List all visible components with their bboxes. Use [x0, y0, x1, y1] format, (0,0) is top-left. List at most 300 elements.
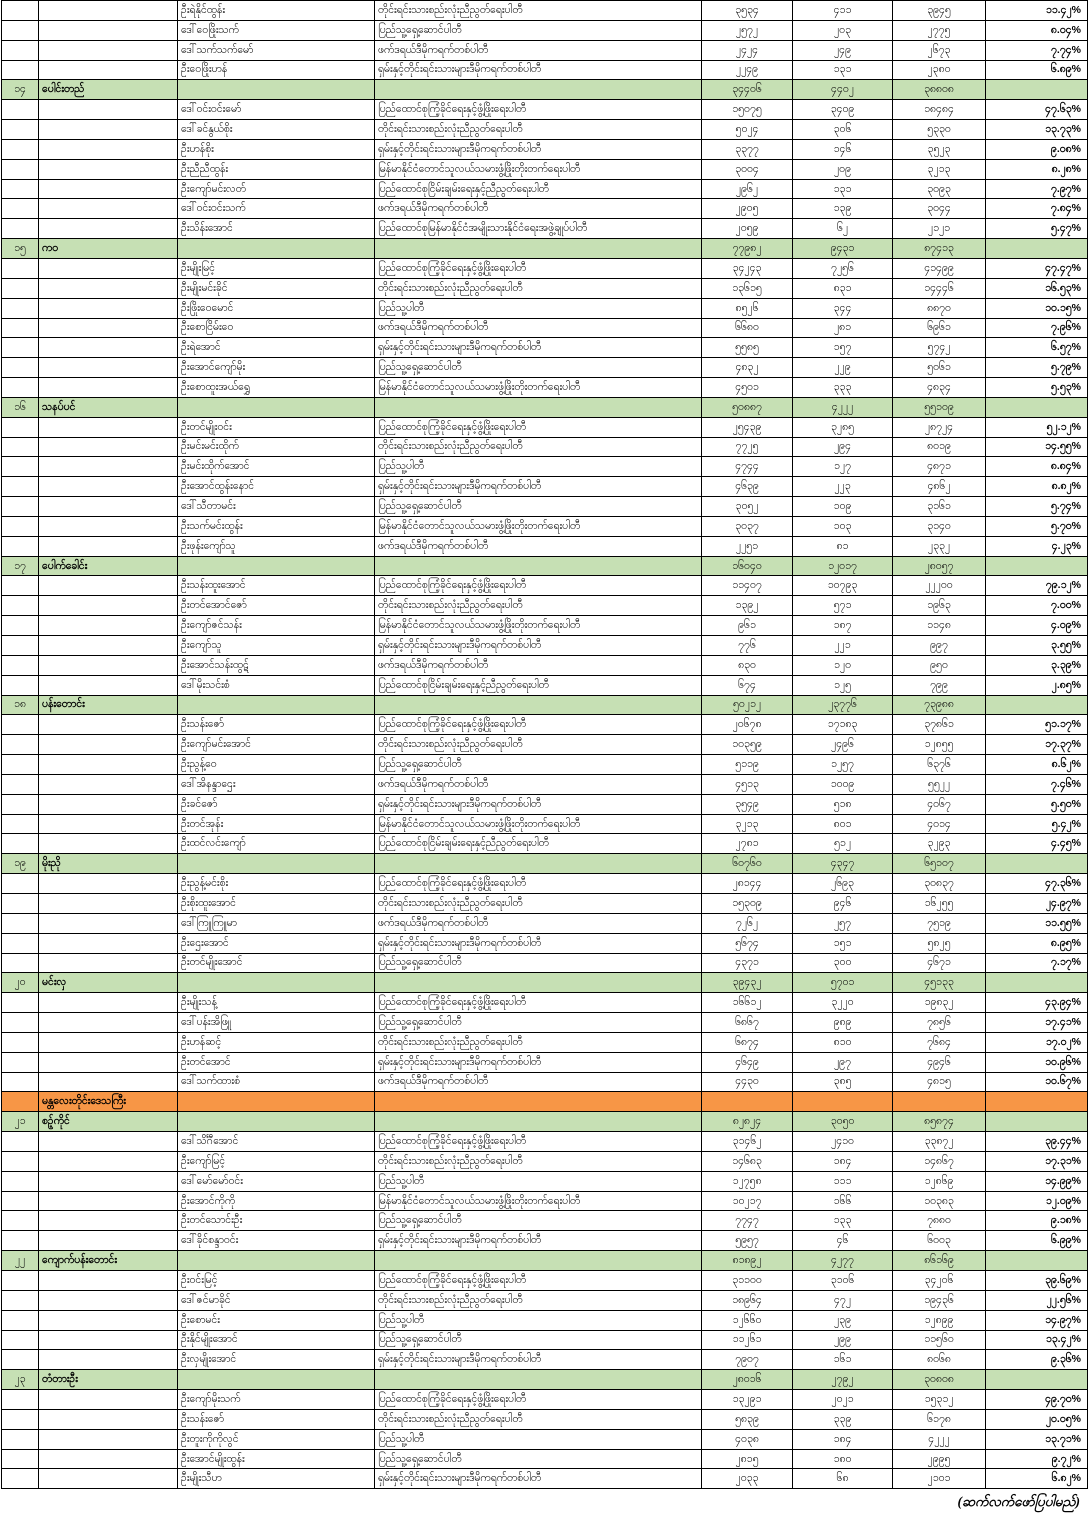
party-name-cell: မြန်မာနိုင်ငံတောင်သူလယ်သမားဖွံ့ဖြိုးတိုးတက်ရေးပါတီ [375, 378, 702, 398]
township-name-cell [39, 358, 178, 378]
votes-col1-cell: ၃၀၃၇ [702, 516, 793, 536]
party-name-cell: ပြည်သူ့ပါတီ [375, 298, 702, 318]
vote-percentage-cell [986, 80, 1088, 100]
party-name-cell: ပြည်သူ့ပါတီ [375, 1171, 702, 1191]
row-number-cell [2, 755, 39, 775]
votes-total-cell: ၆၅၁၀၇ [893, 854, 986, 874]
candidate-row [2, 1052, 1088, 1072]
candidate-name-cell: ဦးညွန့်ဝေ [178, 755, 375, 775]
candidate-name-cell: ဒေါ်သိင်္ဂီအောင် [178, 1132, 375, 1152]
votes-col2-cell: ၁၆၁ [793, 1350, 893, 1370]
candidate-row [2, 219, 1088, 239]
votes-col2-cell: ၁၂၀ [793, 655, 893, 675]
vote-percentage-cell: ၁၁.၅၅% [986, 913, 1088, 933]
row-number-cell [2, 219, 39, 239]
township-name-cell [39, 437, 178, 457]
township-name-cell [39, 417, 178, 437]
vote-percentage-cell: ၅.၅၀% [986, 794, 1088, 814]
township-name-cell [39, 100, 178, 120]
candidate-name-cell: ဒေါ်ဝေဖြိုးသက် [178, 20, 375, 40]
votes-total-cell: ၃၁၄၀ [893, 516, 986, 536]
vote-percentage-cell: ၁၃.၇၁% [986, 1429, 1088, 1449]
township-name-cell [39, 457, 178, 477]
row-number-cell [2, 457, 39, 477]
votes-total-cell: ၃၈၈၀၈ [893, 80, 986, 100]
votes-col1-cell: ၅၁၁၉ [702, 755, 793, 775]
township-name-cell [39, 1449, 178, 1469]
township-number-cell: ၁၇ [2, 556, 39, 576]
votes-total-cell: ၄၈၆၂ [893, 477, 986, 497]
candidate-name-cell: ဒေါ်ဝင်းဝင်းမော် [178, 100, 375, 120]
candidate-name-cell: ဦးတင်အုန်း [178, 814, 375, 834]
township-name-cell [39, 338, 178, 358]
votes-col1-cell: ၄၅၁၃ [702, 774, 793, 794]
votes-col2-cell: ၂၉၇ [793, 1052, 893, 1072]
candidate-name-cell [178, 973, 375, 993]
votes-col2-cell: ၁၂၇ [793, 457, 893, 477]
row-number-cell [2, 596, 39, 616]
party-name-cell: ပြည်ထောင်စုငြိမ်းချမ်းရေးနှင့်ညီညွတ်ရေးပါတီ [375, 834, 702, 854]
vote-percentage-cell: ၄၉.၇၀% [986, 1390, 1088, 1410]
candidate-name-cell: ဦးတူးကိုကိုလွင် [178, 1429, 375, 1449]
votes-col1-cell: ၅၈၃၉ [702, 1409, 793, 1429]
candidate-name-cell [178, 239, 375, 259]
vote-percentage-cell: ၁၇.၃၁% [986, 1151, 1088, 1171]
votes-col1-cell: ၄၈၃၂ [702, 358, 793, 378]
votes-col2-cell: ၃၀၆ [793, 120, 893, 140]
party-name-cell: ပြည်ထောင်စုကြံ့ခိုင်ရေးနှင့်ဖွံ့ဖြိုးရေးပါတီ [375, 100, 702, 120]
row-number-cell [2, 358, 39, 378]
township-name-cell [39, 1211, 178, 1231]
party-name-cell: တိုင်းရင်းသားစည်းလုံးညီညွတ်ရေးပါတီ [375, 1409, 702, 1429]
votes-col1-cell: ၃၀၅၂ [702, 497, 793, 517]
candidate-row [2, 636, 1088, 656]
township-name-cell [39, 139, 178, 159]
township-name-cell [39, 1271, 178, 1291]
party-name-cell: ပြည်ထောင်စုကြံ့ခိုင်ရေးနှင့်ဖွံ့ဖြိုးရေးပါတီ [375, 258, 702, 278]
row-number-cell [2, 913, 39, 933]
votes-total-cell: ၉၅၀ [893, 655, 986, 675]
votes-total-cell: ၆၁၇၈ [893, 1409, 986, 1429]
candidate-name-cell: ဦးဟန်ဆင့် [178, 1032, 375, 1052]
votes-col1-cell: ၅၆၇၄ [702, 933, 793, 953]
candidate-name-cell: ဦးသန်းဇော် [178, 1409, 375, 1429]
township-name-cell [39, 576, 178, 596]
township-name-cell: ပေါက်ခေါင်း [39, 556, 178, 576]
candidate-row [2, 1191, 1088, 1211]
votes-total-cell: ၄၈၁၅ [893, 1072, 986, 1092]
party-name-cell: ပြည်ထောင်စုကြံ့ခိုင်ရေးနှင့်ဖွံ့ဖြိုးရေးပါတီ [375, 993, 702, 1013]
township-name-cell: စဉ့်ကိုင် [39, 1112, 178, 1132]
votes-col1-cell: ၃၃၇၇ [702, 139, 793, 159]
votes-col2-cell: ၁၈၄ [793, 1429, 893, 1449]
votes-col1-cell: ၆၈၆၇ [702, 1013, 793, 1033]
township-total-row [2, 695, 1088, 715]
party-name-cell: ရှမ်းနှင့်တိုင်းရင်းသားများဒီမိုကရက်တစ်ပါတီ [375, 1350, 702, 1370]
votes-col1-cell: ၂၂၅၁ [702, 536, 793, 556]
candidate-name-cell: ဦးစောမင်း [178, 1310, 375, 1330]
candidate-name-cell: ဦးဖုန်းကျော်သူ [178, 536, 375, 556]
candidate-row [2, 596, 1088, 616]
row-number-cell [2, 1191, 39, 1211]
candidate-name-cell: ဦးမင်းထိုက်အောင် [178, 457, 375, 477]
row-number-cell [2, 497, 39, 517]
candidate-row [2, 358, 1088, 378]
votes-col1-cell: ၇၇၆ [702, 636, 793, 656]
votes-col2-cell: ၁၀၇၉၃ [793, 576, 893, 596]
row-number-cell [2, 1151, 39, 1171]
votes-total-cell: ၅၀၆၁ [893, 358, 986, 378]
votes-col2-cell: ၂၄၁၀ [793, 1132, 893, 1152]
candidate-name-cell: ဦးဖြိုးဝေမောင် [178, 298, 375, 318]
candidate-row [2, 477, 1088, 497]
vote-percentage-cell: ၃၉.၄၄% [986, 1132, 1088, 1152]
votes-col1-cell: ၃၄၂၄၃ [702, 258, 793, 278]
candidate-name-cell: ဒေါ်မော်မော်ဝင်း [178, 1171, 375, 1191]
party-name-cell: ရှမ်းနှင့်တိုင်းရင်းသားများဒီမိုကရက်တစ်ပါတီ [375, 477, 702, 497]
party-name-cell: ပြည်သူ့ပါတီ [375, 457, 702, 477]
township-name-cell [39, 874, 178, 894]
votes-col1-cell: ၄၃၇၁ [702, 953, 793, 973]
votes-col2-cell: ၁၃၁ [793, 60, 893, 80]
township-name-cell [39, 715, 178, 735]
candidate-name-cell [178, 1370, 375, 1390]
votes-col2-cell: ၅၁၂ [793, 834, 893, 854]
votes-total-cell: ၇၅၁၉ [893, 913, 986, 933]
candidate-row [2, 893, 1088, 913]
votes-total-cell: ၂၈၀၅၇ [893, 556, 986, 576]
votes-total-cell: ၈၈၇၀ [893, 298, 986, 318]
candidate-row [2, 1409, 1088, 1429]
votes-col2-cell: ၁၂၀၁၇ [793, 556, 893, 576]
party-name-cell: ပြည်ထောင်စုကြံ့ခိုင်ရေးနှင့်ဖွံ့ဖြိုးရေးပါတီ [375, 1390, 702, 1410]
vote-percentage-cell: ၄၇.၄၇% [986, 258, 1088, 278]
party-name-cell [375, 80, 702, 100]
candidate-row [2, 1132, 1088, 1152]
township-name-cell: ကျောက်ပန်းတောင်း [39, 1251, 178, 1271]
candidate-name-cell: ဒေါ်ဇင်မာခိုင် [178, 1290, 375, 1310]
candidate-name-cell: ဦးတင်မျိုးအောင် [178, 953, 375, 973]
votes-col1-cell: ၈၁၈၉၂ [702, 1251, 793, 1271]
votes-col1-cell: ၂၉၆၂ [702, 179, 793, 199]
vote-percentage-cell: ၁၀.၉၆% [986, 1052, 1088, 1072]
row-number-cell [2, 1409, 39, 1429]
row-number-cell [2, 1231, 39, 1251]
candidate-row [2, 1171, 1088, 1191]
votes-total-cell: ၁၅၃၁၂ [893, 1390, 986, 1410]
votes-col1-cell: ၆၈၇၄ [702, 1032, 793, 1052]
party-name-cell [375, 556, 702, 576]
votes-col1-cell: ၁၃၆၁၅ [702, 278, 793, 298]
votes-col2-cell: ၈၃၁ [793, 278, 893, 298]
candidate-name-cell: ဦးစောငြိမ်းဝေ [178, 318, 375, 338]
township-name-cell [39, 318, 178, 338]
candidate-row [2, 1072, 1088, 1092]
row-number-cell [2, 576, 39, 596]
votes-total-cell: ၃၀၈၃၇ [893, 874, 986, 894]
party-name-cell: ဖက်ဒရယ်ဒီမိုကရက်တစ်ပါတီ [375, 318, 702, 338]
votes-col1-cell: ၃၂၁၃ [702, 814, 793, 834]
candidate-name-cell [178, 397, 375, 417]
row-number-cell [2, 437, 39, 457]
party-name-cell: ပြည်သူ့ရှေ့ဆောင်ပါတီ [375, 358, 702, 378]
candidate-row [2, 457, 1088, 477]
township-name-cell: မိုးညို [39, 854, 178, 874]
party-name-cell: ရှမ်းနှင့်တိုင်းရင်းသားများဒီမိုကရက်တစ်ပါတီ [375, 636, 702, 656]
candidate-row [2, 120, 1088, 140]
votes-col2-cell: ၂၄၉ [793, 40, 893, 60]
candidate-row [2, 1429, 1088, 1449]
votes-total-cell: ၃၀၄၄ [893, 199, 986, 219]
candidate-name-cell: ဦးဝေဖြိုးဟန် [178, 60, 375, 80]
vote-percentage-cell: ၉.၀၈% [986, 139, 1088, 159]
party-name-cell: ပြည်သူ့ရှေ့ဆောင်ပါတီ [375, 755, 702, 775]
vote-percentage-cell [986, 1092, 1088, 1112]
votes-col1-cell: ၁၅၀၇၅ [702, 100, 793, 120]
candidate-row [2, 913, 1088, 933]
vote-percentage-cell: ၈.၆၂% [986, 755, 1088, 775]
township-total-row [2, 1112, 1088, 1132]
votes-total-cell: ၈၆၁၆၉ [893, 1251, 986, 1271]
candidate-name-cell: ဦးထင်လင်းကျော် [178, 834, 375, 854]
votes-total-cell [893, 1092, 986, 1112]
vote-percentage-cell: ၅၁.၁၇% [986, 715, 1088, 735]
vote-percentage-cell: ၄.၂၃% [986, 536, 1088, 556]
township-name-cell [39, 1052, 178, 1072]
township-name-cell [39, 258, 178, 278]
township-name-cell [39, 179, 178, 199]
votes-col1-cell: ၂၄၂၄ [702, 40, 793, 60]
votes-col2-cell: ၁၁၁ [793, 1171, 893, 1191]
candidate-name-cell: ဦးမျိုးသီဟ [178, 1469, 375, 1489]
township-number-cell: ၁၉ [2, 854, 39, 874]
party-name-cell: ဖက်ဒရယ်ဒီမိုကရက်တစ်ပါတီ [375, 655, 702, 675]
row-number-cell [2, 735, 39, 755]
vote-percentage-cell: ၇.၁၇% [986, 953, 1088, 973]
candidate-row [2, 20, 1088, 40]
votes-col1-cell: ၃၁၁၀၀ [702, 1271, 793, 1291]
candidate-row [2, 735, 1088, 755]
votes-col2-cell: ၉၄၆ [793, 893, 893, 913]
votes-col2-cell: ၁၈၇ [793, 616, 893, 636]
votes-col2-cell: ၄၂၂၂ [793, 397, 893, 417]
candidate-name-cell: ဦးနိုင်မျိုးအောင် [178, 1330, 375, 1350]
vote-percentage-cell: ၁၂.၀၉% [986, 1191, 1088, 1211]
township-number-cell: ၁၈ [2, 695, 39, 715]
township-name-cell [39, 1151, 178, 1171]
township-name-cell [39, 1330, 178, 1350]
results-table-body [2, 1, 1088, 1489]
row-number-cell [2, 814, 39, 834]
candidate-row [2, 993, 1088, 1013]
township-name-cell [39, 794, 178, 814]
votes-col2-cell: ၂၈၁ [793, 318, 893, 338]
votes-total-cell: ၅၅၁၀၉ [893, 397, 986, 417]
candidate-name-cell: ဒေါ်အိနန္ဒာဌေး [178, 774, 375, 794]
votes-col1-cell: ၂၇၈၁ [702, 834, 793, 854]
party-name-cell: ပြည်ထောင်စုကြံ့ခိုင်ရေးနှင့်ဖွံ့ဖြိုးရေးပါတီ [375, 1271, 702, 1291]
party-name-cell: တိုင်းရင်းသားစည်းလုံးညီညွတ်ရေးပါတီ [375, 596, 702, 616]
votes-total-cell: ၄၂၂၂ [893, 1429, 986, 1449]
candidate-name-cell: ဦးတင်မျိုးဝင်း [178, 417, 375, 437]
party-name-cell: ဖက်ဒရယ်ဒီမိုကရက်တစ်ပါတီ [375, 1072, 702, 1092]
votes-total-cell: ၂၆၇၃ [893, 40, 986, 60]
votes-col2-cell: ၃၀၀ [793, 953, 893, 973]
vote-percentage-cell: ၆.၉၉% [986, 1231, 1088, 1251]
township-name-cell: မင်းလှ [39, 973, 178, 993]
votes-col1-cell: ၆၇၄ [702, 675, 793, 695]
row-number-cell [2, 1013, 39, 1033]
party-name-cell [375, 1370, 702, 1390]
candidate-row [2, 417, 1088, 437]
votes-total-cell: ၇၈၅၆ [893, 1013, 986, 1033]
township-name-cell [39, 497, 178, 517]
votes-col2-cell: ၂၂၁ [793, 636, 893, 656]
vote-percentage-cell: ၁၄.၉၉% [986, 1171, 1088, 1191]
party-name-cell [375, 695, 702, 715]
vote-percentage-cell [986, 397, 1088, 417]
votes-total-cell: ၇၃၉၈၈ [893, 695, 986, 715]
township-name-cell [39, 655, 178, 675]
votes-col1-cell: ၆၆၈၀ [702, 318, 793, 338]
candidate-row [2, 100, 1088, 120]
row-number-cell [2, 893, 39, 913]
votes-col2-cell: ၇၂၅၆ [793, 258, 893, 278]
votes-col2-cell: ၁၀၀၉ [793, 774, 893, 794]
candidate-row [2, 298, 1088, 318]
candidate-name-cell: ဦးဌေးအောင် [178, 933, 375, 953]
election-results-table [1, 0, 1088, 1489]
party-name-cell: ရှမ်းနှင့်တိုင်းရင်းသားများဒီမိုကရက်တစ်ပါတီ [375, 794, 702, 814]
township-name-cell: ပန်းတောင်း [39, 695, 178, 715]
candidate-name-cell: ဦးတင်သောင်းဦး [178, 1211, 375, 1231]
votes-col2-cell: ၂၃၉ [793, 1310, 893, 1330]
votes-total-cell: ၅၇၄၂ [893, 338, 986, 358]
party-name-cell [375, 854, 702, 874]
vote-percentage-cell: ၇.၉၇% [986, 179, 1088, 199]
row-number-cell [2, 715, 39, 735]
row-number-cell [2, 159, 39, 179]
candidate-name-cell: ဦးမျိုးမြင့် [178, 258, 375, 278]
vote-percentage-cell: ၃၉.၆၉% [986, 1271, 1088, 1291]
candidate-row [2, 1211, 1088, 1231]
township-name-cell [39, 596, 178, 616]
vote-percentage-cell: ၃.၃၉% [986, 655, 1088, 675]
votes-total-cell: ၃၄၂၀၆ [893, 1271, 986, 1291]
township-name-cell [39, 953, 178, 973]
votes-col1-cell: ၈၅၂၆ [702, 298, 793, 318]
candidate-row [2, 278, 1088, 298]
vote-percentage-cell: ၅.၇၄% [986, 497, 1088, 517]
votes-total-cell: ၂၂၂၀၀ [893, 576, 986, 596]
party-name-cell: ပြည်သူ့ရှေ့ဆောင်ပါတီ [375, 1330, 702, 1350]
party-name-cell [375, 1251, 702, 1271]
votes-total-cell: ၂၃၃၂ [893, 536, 986, 556]
candidate-name-cell [178, 1092, 375, 1112]
votes-total-cell: ၃၂၉၃ [893, 834, 986, 854]
votes-col2-cell: ၁၀၉ [793, 497, 893, 517]
votes-col2-cell: ၈၁ [793, 536, 893, 556]
candidate-name-cell: ဦးကျော်မိုးသက် [178, 1390, 375, 1410]
party-name-cell: တိုင်းရင်းသားစည်းလုံးညီညွတ်ရေးပါတီ [375, 1, 702, 21]
row-number-cell [2, 1330, 39, 1350]
votes-total-cell: ၃၅၂၃ [893, 139, 986, 159]
party-name-cell: ပြည်ထောင်စုကြံ့ခိုင်ရေးနှင့်ဖွံ့ဖြိုးရေးပါတီ [375, 417, 702, 437]
votes-total-cell: ၃၀၈၀၈ [893, 1370, 986, 1390]
votes-col1-cell: ၄၇၄၄ [702, 457, 793, 477]
candidate-name-cell: ဦးတင်အောင်ဇော် [178, 596, 375, 616]
votes-total-cell: ၅၃၃၀ [893, 120, 986, 140]
votes-col1-cell: ၇၇၄၇ [702, 1211, 793, 1231]
votes-total-cell: ၁၉၈၃၂ [893, 993, 986, 1013]
votes-col1-cell: ၁၆၀၄၀ [702, 556, 793, 576]
township-name-cell: ပေါင်းတည် [39, 80, 178, 100]
township-name-cell [39, 933, 178, 953]
row-number-cell [2, 20, 39, 40]
party-name-cell: တိုင်းရင်းသားစည်းလုံးညီညွတ်ရေးပါတီ [375, 1290, 702, 1310]
votes-total-cell: ၁၉၆၃ [893, 596, 986, 616]
township-name-cell [39, 993, 178, 1013]
votes-total-cell: ၂၃၈၀ [893, 60, 986, 80]
vote-percentage-cell: ၁၇.၃၇% [986, 735, 1088, 755]
votes-total-cell: ၃၉၄၅ [893, 1, 986, 21]
votes-col1-cell: ၄၆၄၉ [702, 1052, 793, 1072]
vote-percentage-cell: ၁၃.၄၂% [986, 1330, 1088, 1350]
votes-total-cell: ၁၁၅၆၀ [893, 1330, 986, 1350]
township-name-cell [39, 814, 178, 834]
party-name-cell: ဖက်ဒရယ်ဒီမိုကရက်တစ်ပါတီ [375, 536, 702, 556]
party-name-cell: ပြည်သူ့ရှေ့ဆောင်ပါတီ [375, 1449, 702, 1469]
row-number-cell [2, 1390, 39, 1410]
votes-col2-cell: ၉၄၃၁ [793, 239, 893, 259]
candidate-row [2, 437, 1088, 457]
votes-col2-cell: ၁၃၁ [793, 179, 893, 199]
vote-percentage-cell: ၉.၃၆% [986, 1350, 1088, 1370]
votes-total-cell: ၂၇၇၅ [893, 20, 986, 40]
party-name-cell [375, 1092, 702, 1112]
vote-percentage-cell: ၇.၀၀% [986, 596, 1088, 616]
township-name-cell [39, 755, 178, 775]
votes-total-cell: ၂၁၂၁ [893, 219, 986, 239]
votes-total-cell: ၁၁၄၈ [893, 616, 986, 636]
candidate-row [2, 1271, 1088, 1291]
votes-col2-cell: ၂၉၉ [793, 1330, 893, 1350]
vote-percentage-cell [986, 1112, 1088, 1132]
candidate-name-cell: ဦးအောင်သန်းထွဋ် [178, 655, 375, 675]
votes-total-cell: ၁၆၂၅၅ [893, 893, 986, 913]
votes-col1-cell: ၇၇၂၅ [702, 437, 793, 457]
row-number-cell [2, 1290, 39, 1310]
votes-col2-cell: ၅၇၀၁ [793, 973, 893, 993]
township-name-cell [39, 536, 178, 556]
votes-total-cell: ၄၆၇၁ [893, 953, 986, 973]
votes-col2-cell: ၂၇၉၂ [793, 1370, 893, 1390]
votes-total-cell: ၄၉၄၆ [893, 1052, 986, 1072]
candidate-row [2, 516, 1088, 536]
votes-total-cell: ၈၀၆၈ [893, 1350, 986, 1370]
candidate-name-cell: ဒေါ်ဝင်းဝင်းသက် [178, 199, 375, 219]
vote-percentage-cell: ၆.၈၉% [986, 60, 1088, 80]
votes-col1-cell: ၂၅၇၂ [702, 20, 793, 40]
candidate-name-cell: ဦးစောထူးအယ်ရွှေ [178, 378, 375, 398]
votes-col1-cell: ၁၁၂၆၁ [702, 1330, 793, 1350]
row-number-cell [2, 139, 39, 159]
votes-col2-cell: ၁၇၁၈၃ [793, 715, 893, 735]
votes-col2-cell: ၁၈၀ [793, 1449, 893, 1469]
candidate-row [2, 774, 1088, 794]
candidate-name-cell: ဦးဝင်းမြင့် [178, 1271, 375, 1291]
vote-percentage-cell: ၂၂.၅၆% [986, 1290, 1088, 1310]
